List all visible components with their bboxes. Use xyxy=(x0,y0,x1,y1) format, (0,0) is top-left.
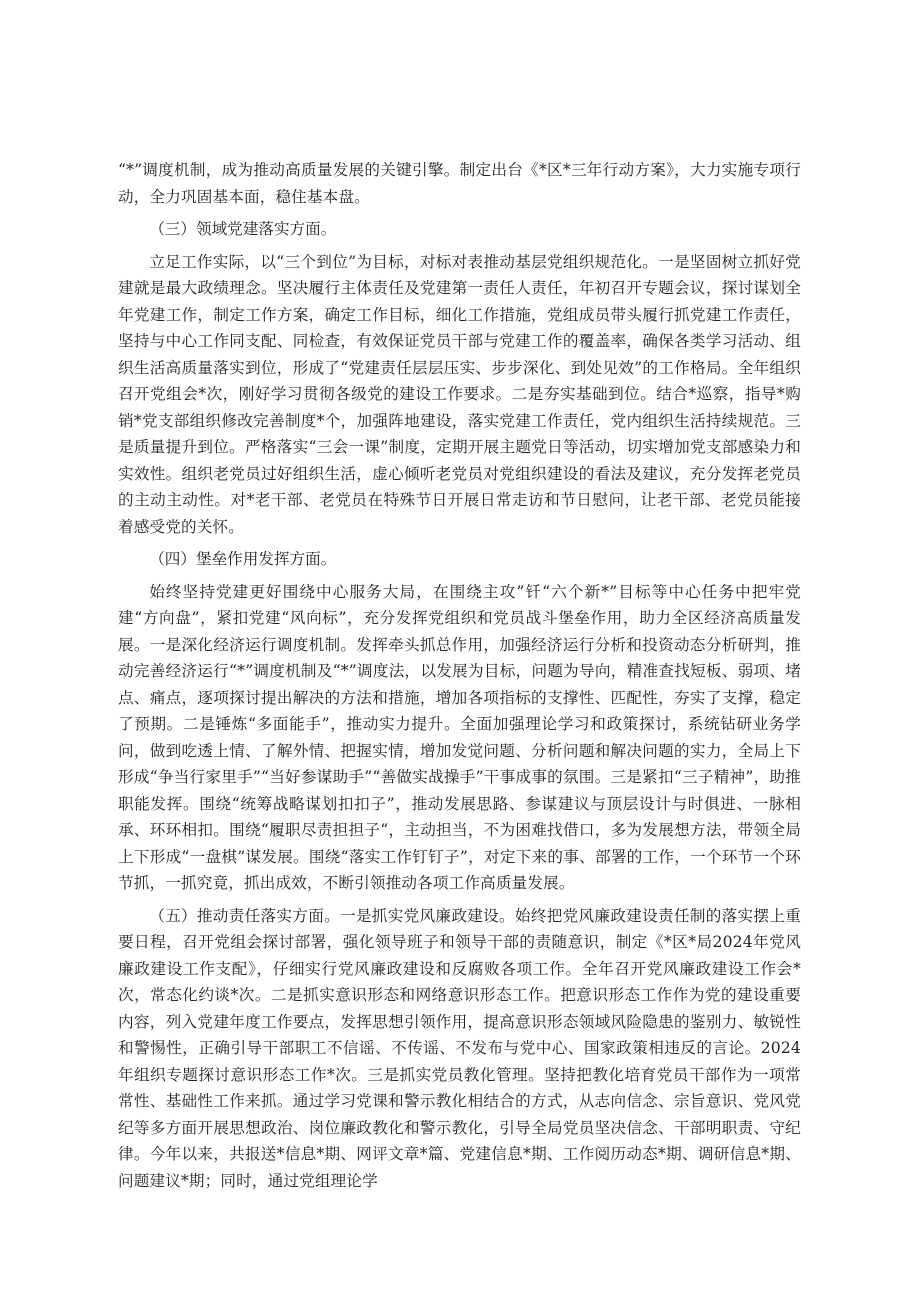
section-3-body: 立足工作实际，以“三个到位”为目标，对标对表推动基层党组织规范化。一是坚固树立抓好党建就是最大政绩理念。坚决履行主体责任及党建第一责任人责任，年初召开专题会议，探讨谋划全年党建工作，制定工作方案，确定工作目标，细化工作措施，党组成员带头履行抓党建工作责任，坚持与中心工作同支配、同检查，有效保证党员干部与党建工作的覆盖率，确保各类学习活动、组织生活高质量落实到位，形成了“党建责任层层压实、步步深化、到处见效”的工作格局。全年组织召开党组会*次，刚好学习贯彻各级党的建设工作要求。二是夯实基础到位。结合*巡察，指导*购销*党支部组织修改完善制度*个，加强阵地建设，落实党建工作责任，党内组织生活持续规范。三是质量提升到位。严格落实“三会一课”制度，定期开展主题党日等活动，切实增加党支部感染力和实效性。组织老党员过好组织生活，虚心倾听老党员对党组织建设的看法及建议，充分发挥老党员的主动主动性。对*老干部、老党员在特殊节日开展日常走访和节日慰问，让老干部、老党员能接着感受党的关怀。 xyxy=(118,252,801,536)
section-5-body: （五）推动责任落实方面。一是抓实党风廉政建设。始终把党风廉政建设责任制的落实摆上重要日程，召开党组会探讨部署，强化领导班子和领导干部的责随意识，制定《*区*局2024年党风廉政建设工作支配》，仔细实行党风廉政建设和反腐败各项工作。全年召开党风廉政建设工作会*次，常态化约谈*次。二是抓实意识形态和网络意识形态工作。把意识形态工作作为党的建设重要内容，列入党建年度工作要点，发挥思想引领作用，提高意识形态领域风险隐患的鉴别力、敏锐性和警惕性，正确引导干部职工不信谣、不传谣、不发布与党中心、国家政策相违反的言论。2024年组织专题探讨意识形态工作*次。三是抓实党员教化管理。坚持把教化培育党员干部作为一项常常性、基础性工作来抓。通过学习党课和警示教化相结合的方式，从志向信念、宗旨意识、党风党纪等多方面开展思想政治、岗位廉政教化和警示教化，引导全局党员坚决信念、干部明职责、守纪律。今年以来，共报送*信息*期、网评文章*篇、党建信息*期、工作阅历动态*期、调研信息*期、问题建议*期；同时，通过党组理论学 xyxy=(118,906,801,1190)
section-3-heading: （三）领域党建落实方面。 xyxy=(149,220,337,238)
document-body xyxy=(118,157,801,1194)
intro-paragraph-tail: “*”调度机制，成为推动高质量发展的关键引擎。制定出台《*区*三年行动方案》，大力实施专项行动，全力巩固基本面，稳住基本盘。 xyxy=(118,161,801,206)
section-4-heading: （四）堡垒作用发挥方面。 xyxy=(149,550,337,568)
section-4-body: 始终坚持党建更好围绕中心服务大局，在围绕主攻”钎“六个新*”目标等中心任务中把牢党建“方向盘”，紧扣党建“风向标”，充分发挥党组织和党员战斗堡垒作用，助力全区经济高质量发展。一是深化经济运行调度机制。发挥牵头抓总作用，加强经济运行分析和投资动态分析研判，推动完善经济运行“*”调度机制及“*”调度法，以发展为目标，问题为导向，精准查找短板、弱项、堵点、痛点，逐项探讨提出解决的方法和措施，增加各项指标的支撑性、匹配性，夯实了支撑，稳定了预期。二是锤炼“多面能手”，推动实力提升。全面加强理论学习和政策探讨，系统钻研业务学问，做到吃透上情、了解外情、把握实情，增加发觉问题、分析问题和解决问题的实力，全局上下形成“争当行家里手”“当好参谋助手”“善做实战操手”干事成事的氛围。三是紧扣“三子精神”，助推职能发挥。围绕“统筹战略谋划扣扣子”，推动发展思路、参谋建议与顶层设计与时俱进、一脉相承、环环相扣。围绕“履职尽责担担子“，主动担当，不为困难找借口，多为发展想方法，带领全局上下形成“一盘棋”谋发展。围绕“落实工作钉钉子”，对定下来的事、部署的工作，一个环节一个环节抓，一抓究竟，抓出成效，不断引领推动各项工作高质量发展。 xyxy=(118,582,801,892)
